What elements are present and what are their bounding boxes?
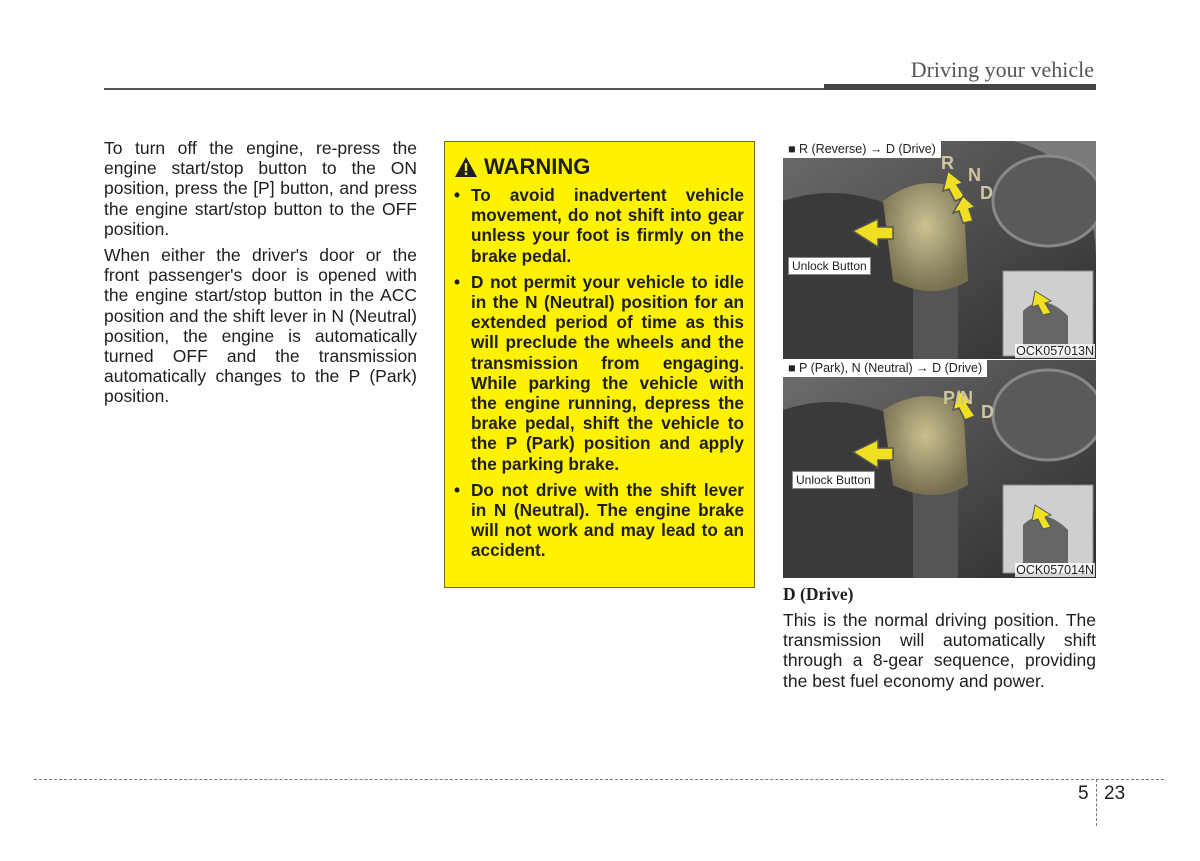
warning-heading — [454, 154, 744, 180]
figure-code: OCK057014N — [1016, 563, 1094, 577]
gear-letter: R — [941, 153, 954, 173]
unlock-button-label: Unlock Button — [792, 471, 875, 489]
warning-item-text: Do not drive with the shift lever in N (Neutral). The engine brake will not work and may lead to an accident. — [471, 479, 744, 561]
figure-code: OCK057013N — [1016, 344, 1094, 358]
warning-triangle-icon — [454, 156, 478, 178]
paragraph: To turn off the engine, re-press the engine start/stop button to the ON position, press the [P] button, and press the engine start/stop button to the OFF position. — [104, 138, 417, 239]
gear-letter: D — [981, 402, 994, 422]
footer-divider — [1096, 779, 1097, 826]
warning-item — [454, 272, 744, 474]
warning-item — [454, 480, 744, 561]
bullet: • — [454, 479, 461, 500]
running-header: Driving your vehicle — [910, 57, 1094, 82]
figure-caption: ■ P (Park), N (Neutral) → D (Drive) — [783, 360, 987, 377]
bullet: • — [454, 185, 461, 205]
warning-title: WARNING — [484, 154, 591, 179]
shift-lever-illustration — [783, 360, 1096, 578]
shift-lever-figure-reverse-to-drive — [783, 141, 1096, 359]
gear-letter: P/N — [943, 388, 974, 408]
gear-letter: D — [980, 183, 993, 203]
section-heading: D (Drive) — [783, 584, 854, 604]
warning-box — [444, 141, 755, 588]
warning-list — [454, 185, 744, 561]
shift-lever-illustration — [783, 141, 1096, 359]
unlock-button-label: Unlock Button — [788, 257, 871, 275]
header-rule-accent — [824, 84, 1096, 90]
shift-lever-figure-park-neutral-to-drive — [783, 360, 1096, 578]
gear-letter: N — [968, 165, 981, 185]
paragraph: When either the driver's door or the front passenger's door is opened with the engine start/stop button in the ACC position and the shift lever in N (Neutral) position, the engine is automatically turned OFF and the transmission automatically changes to the P (Park) position. — [104, 245, 417, 407]
header-rule — [104, 88, 824, 90]
footer-rule — [34, 779, 1164, 780]
chapter-number: 5 — [1078, 783, 1089, 804]
bullet: • — [454, 271, 461, 292]
warning-item-text: To avoid inadvertent vehicle movement, do not shift into gear unless your foot is firmly on the brake pedal. — [471, 185, 744, 266]
warning-item-text: D not permit your vehicle to idle in the N (Neutral) position for an extended period of time as this will preclude the wheels and the transmission from engaging. While parking the vehicle with the engine running, depress the brake pedal, shift the vehicle to the P (Park) position and apply the parking brake. — [471, 271, 744, 474]
section-body: This is the normal driving position. The transmission will automatically shift through a 8-gear sequence, providing the best fuel economy and power. — [783, 610, 1096, 691]
figure-caption: ■ R (Reverse) → D (Drive) — [783, 141, 941, 158]
left-column — [104, 138, 417, 413]
warning-item — [454, 185, 744, 266]
page-number: 23 — [1104, 783, 1126, 804]
